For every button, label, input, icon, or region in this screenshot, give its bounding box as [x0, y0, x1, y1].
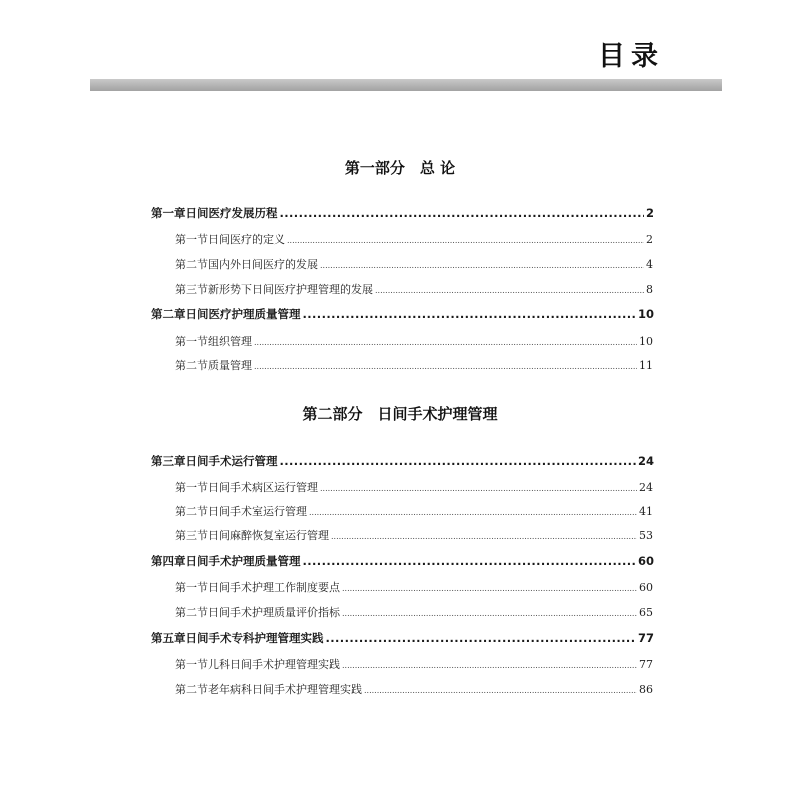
page-number: 2 [645, 206, 654, 220]
page-number: 41 [639, 505, 653, 518]
dot-leader [280, 206, 644, 220]
dot-leader [303, 554, 636, 568]
dot-leader [342, 609, 637, 618]
dot-leader [254, 362, 637, 371]
dot-leader [280, 454, 636, 468]
section-number: 第二节 [175, 359, 208, 372]
section-number: 第一节 [175, 581, 208, 594]
chapter-title: 日间医疗护理质量管理 [185, 307, 301, 321]
page-title: 目录 [598, 41, 664, 72]
page-number: 11 [639, 359, 653, 372]
page-number: 86 [639, 683, 653, 696]
section-title: 儿科日间手术护理管理实践 [208, 658, 340, 671]
page-number: 77 [639, 658, 653, 671]
section-number: 第二节 [175, 505, 208, 518]
toc-section-row[interactable] [175, 333, 653, 349]
toc-section-row[interactable] [175, 231, 653, 247]
dot-leader [331, 532, 637, 541]
section-number: 第一节 [175, 335, 208, 348]
section-number: 第一节 [175, 481, 208, 494]
toc-section-row[interactable] [175, 357, 653, 373]
page-number: 10 [637, 307, 654, 321]
page-number: 2 [646, 233, 653, 246]
dot-leader [254, 338, 637, 347]
section-number: 第三节 [175, 283, 208, 296]
dot-leader [342, 661, 637, 670]
section-title: 老年病科日间手术护理管理实践 [208, 683, 362, 696]
section-title: 质量管理 [208, 359, 252, 372]
dot-leader [303, 307, 636, 321]
page-number: 24 [637, 454, 654, 468]
section-title: 日间麻醉恢复室运行管理 [208, 529, 329, 542]
page-number: 60 [639, 581, 653, 594]
section-number: 第三节 [175, 529, 208, 542]
toc-chapter-row[interactable] [151, 553, 654, 569]
toc-section-row[interactable] [175, 503, 653, 519]
section-number: 第二节 [175, 258, 208, 271]
section-title: 日间手术室运行管理 [208, 505, 307, 518]
page-number: 8 [646, 283, 653, 296]
dot-leader [287, 236, 644, 245]
section-number: 第二节 [175, 683, 208, 696]
page-number: 4 [646, 258, 653, 271]
dot-leader [375, 286, 644, 295]
toc-chapter-row[interactable] [151, 306, 654, 322]
section-title: 新形势下日间医疗护理管理的发展 [208, 283, 373, 296]
section-title: 日间手术护理质量评价指标 [208, 606, 340, 619]
section-title: 日间手术护理工作制度要点 [208, 581, 340, 594]
toc-section-row[interactable] [175, 579, 653, 595]
toc-chapter-row[interactable] [151, 453, 654, 469]
dot-leader [309, 508, 637, 517]
toc-section-row[interactable] [175, 527, 653, 543]
dot-leader [326, 631, 636, 645]
chapter-title: 日间医疗发展历程 [185, 206, 278, 220]
toc-chapter-row[interactable] [151, 205, 654, 221]
chapter-number: 第四章 [151, 554, 186, 568]
toc-section-row[interactable] [175, 604, 653, 620]
page-number: 65 [639, 606, 653, 619]
page-number: 53 [639, 529, 653, 542]
dot-leader [364, 686, 637, 695]
chapter-title: 日间手术专科护理管理实践 [185, 631, 324, 645]
toc-section-row[interactable] [175, 281, 653, 297]
dot-leader [342, 584, 637, 593]
part-title: 第一部分 总 论 [344, 159, 456, 177]
toc-section-row[interactable] [175, 479, 653, 495]
section-title: 日间医疗的定义 [208, 233, 285, 246]
section-number: 第一节 [175, 233, 208, 246]
toc-chapter-row[interactable] [151, 630, 654, 646]
chapter-number: 第二章 [151, 307, 186, 321]
page-number: 77 [637, 631, 654, 645]
page-number: 10 [639, 335, 653, 348]
chapter-number: 第三章 [151, 454, 186, 468]
chapter-title: 日间手术运行管理 [185, 454, 278, 468]
section-number: 第二节 [175, 606, 208, 619]
chapter-number: 第一章 [151, 206, 186, 220]
chapter-number: 第五章 [151, 631, 186, 645]
header-bar [90, 79, 722, 91]
section-title: 日间手术病区运行管理 [208, 481, 318, 494]
dot-leader [320, 484, 637, 493]
page-number: 24 [639, 481, 653, 494]
section-title: 国内外日间医疗的发展 [208, 258, 318, 271]
section-title: 组织管理 [208, 335, 252, 348]
chapter-title: 日间手术护理质量管理 [185, 554, 301, 568]
part-title: 第二部分 日间手术护理管理 [302, 405, 498, 423]
toc-section-row[interactable] [175, 656, 653, 672]
toc-section-row[interactable] [175, 256, 653, 272]
page-number: 60 [637, 554, 654, 568]
toc-section-row[interactable] [175, 681, 653, 697]
dot-leader [320, 261, 644, 270]
section-number: 第一节 [175, 658, 208, 671]
